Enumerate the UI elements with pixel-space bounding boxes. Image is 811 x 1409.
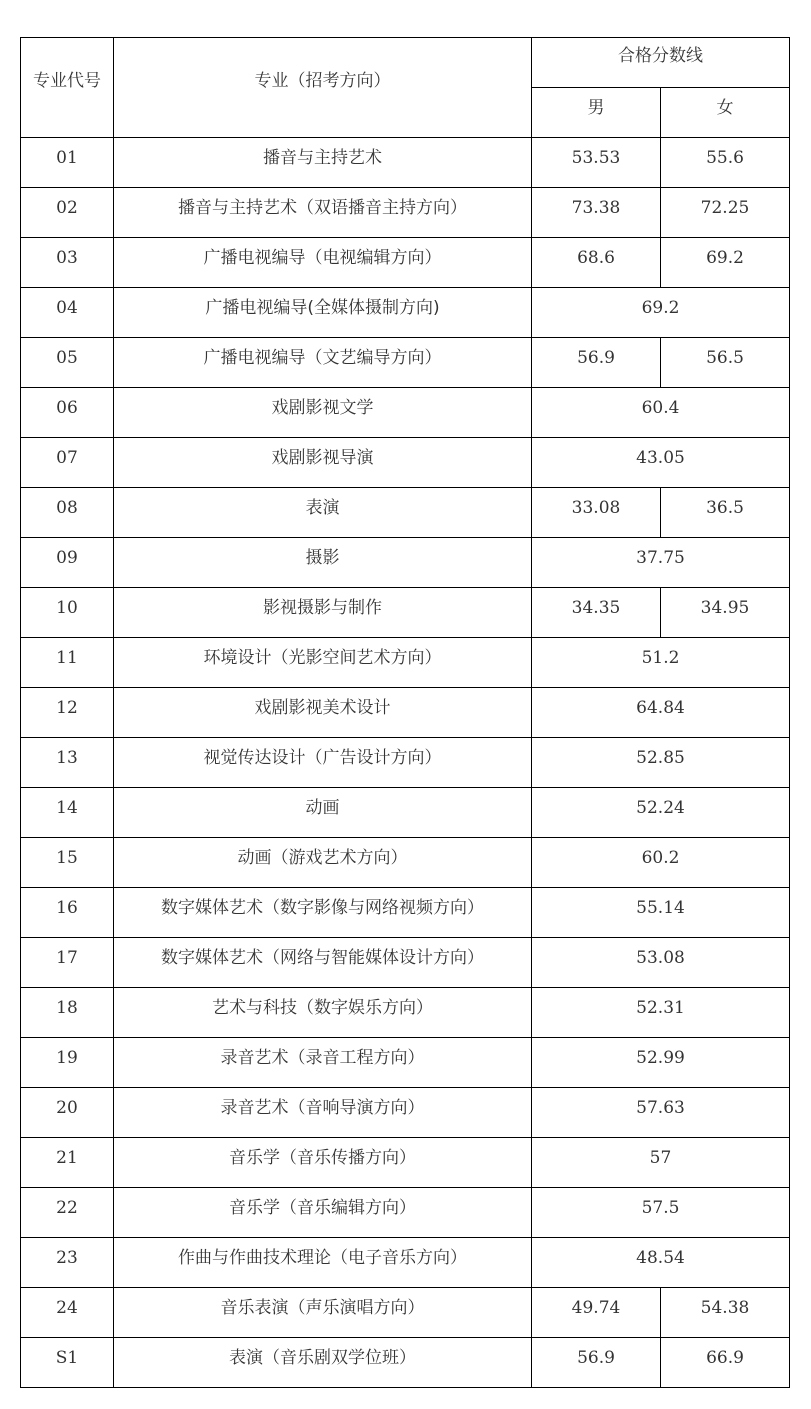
female-score-cell: 55.6: [661, 138, 790, 188]
male-score-cell: 68.6: [532, 238, 661, 288]
table-row: [21, 788, 790, 838]
combined-score-cell: 57.63: [532, 1088, 790, 1138]
major-name-cell: 动画: [114, 788, 532, 838]
major-name-cell: 表演: [114, 488, 532, 538]
male-score-cell: 34.35: [532, 588, 661, 638]
male-score-cell: 49.74: [532, 1288, 661, 1338]
male-score-cell: 56.9: [532, 338, 661, 388]
major-code-cell: 19: [21, 1038, 114, 1088]
major-name-cell: 作曲与作曲技术理论（电子音乐方向）: [114, 1238, 532, 1288]
table-row: [21, 438, 790, 488]
combined-score-cell: 37.75: [532, 538, 790, 588]
table-row: [21, 1338, 790, 1388]
table-row: [21, 1038, 790, 1088]
male-score-cell: 56.9: [532, 1338, 661, 1388]
major-code-cell: 01: [21, 138, 114, 188]
table-row: [21, 188, 790, 238]
combined-score-cell: 57: [532, 1138, 790, 1188]
header-passing-score: 合格分数线: [532, 38, 790, 88]
major-code-cell: 04: [21, 288, 114, 338]
combined-score-cell: 52.99: [532, 1038, 790, 1088]
major-name-cell: 视觉传达设计（广告设计方向）: [114, 738, 532, 788]
major-code-cell: 07: [21, 438, 114, 488]
female-score-cell: 54.38: [661, 1288, 790, 1338]
major-code-cell: 24: [21, 1288, 114, 1338]
table-row: [21, 388, 790, 438]
major-name-cell: 摄影: [114, 538, 532, 588]
combined-score-cell: 69.2: [532, 288, 790, 338]
female-score-cell: 66.9: [661, 1338, 790, 1388]
major-code-cell: 08: [21, 488, 114, 538]
table-row: [21, 288, 790, 338]
major-name-cell: 影视摄影与制作: [114, 588, 532, 638]
female-score-cell: 34.95: [661, 588, 790, 638]
table-row: [21, 1138, 790, 1188]
major-code-cell: 18: [21, 988, 114, 1038]
header-female: 女: [661, 88, 790, 138]
combined-score-cell: 51.2: [532, 638, 790, 688]
header-male: 男: [532, 88, 661, 138]
major-name-cell: 艺术与科技（数字娱乐方向）: [114, 988, 532, 1038]
female-score-cell: 72.25: [661, 188, 790, 238]
major-name-cell: 环境设计（光影空间艺术方向）: [114, 638, 532, 688]
major-name-cell: 数字媒体艺术（数字影像与网络视频方向）: [114, 888, 532, 938]
major-name-cell: 戏剧影视文学: [114, 388, 532, 438]
major-code-cell: 14: [21, 788, 114, 838]
major-code-cell: 23: [21, 1238, 114, 1288]
major-name-cell: 录音艺术（录音工程方向）: [114, 1038, 532, 1088]
table-row: [21, 888, 790, 938]
major-name-cell: 动画（游戏艺术方向）: [114, 838, 532, 888]
table-row: [21, 138, 790, 188]
major-code-cell: 13: [21, 738, 114, 788]
table-row: [21, 838, 790, 888]
major-code-cell: 05: [21, 338, 114, 388]
female-score-cell: 56.5: [661, 338, 790, 388]
combined-score-cell: 52.85: [532, 738, 790, 788]
female-score-cell: 69.2: [661, 238, 790, 288]
combined-score-cell: 60.4: [532, 388, 790, 438]
major-name-cell: 音乐学（音乐传播方向）: [114, 1138, 532, 1188]
table-row: [21, 688, 790, 738]
score-table-container: [20, 37, 790, 1388]
major-name-cell: 数字媒体艺术（网络与智能媒体设计方向）: [114, 938, 532, 988]
header-major-name: 专业（招考方向）: [114, 38, 532, 138]
combined-score-cell: 52.31: [532, 988, 790, 1038]
major-name-cell: 播音与主持艺术: [114, 138, 532, 188]
major-code-cell: 16: [21, 888, 114, 938]
table-row: [21, 738, 790, 788]
table-row: [21, 238, 790, 288]
table-row: [21, 338, 790, 388]
combined-score-cell: 48.54: [532, 1238, 790, 1288]
major-name-cell: 音乐学（音乐编辑方向）: [114, 1188, 532, 1238]
major-code-cell: 03: [21, 238, 114, 288]
major-code-cell: 10: [21, 588, 114, 638]
table-row: [21, 538, 790, 588]
major-name-cell: 戏剧影视美术设计: [114, 688, 532, 738]
major-code-cell: 20: [21, 1088, 114, 1138]
table-row: [21, 1238, 790, 1288]
combined-score-cell: 64.84: [532, 688, 790, 738]
table-row: [21, 988, 790, 1038]
female-score-cell: 36.5: [661, 488, 790, 538]
header-major-code: 专业代号: [21, 38, 114, 138]
major-code-cell: 17: [21, 938, 114, 988]
major-code-cell: 06: [21, 388, 114, 438]
combined-score-cell: 53.08: [532, 938, 790, 988]
major-name-cell: 广播电视编导（电视编辑方向）: [114, 238, 532, 288]
major-name-cell: 音乐表演（声乐演唱方向）: [114, 1288, 532, 1338]
male-score-cell: 33.08: [532, 488, 661, 538]
table-row: [21, 1288, 790, 1338]
table-row: [21, 588, 790, 638]
major-code-cell: 22: [21, 1188, 114, 1238]
combined-score-cell: 57.5: [532, 1188, 790, 1238]
major-code-cell: 09: [21, 538, 114, 588]
score-table: [20, 37, 790, 1388]
major-name-cell: 播音与主持艺术（双语播音主持方向）: [114, 188, 532, 238]
major-name-cell: 戏剧影视导演: [114, 438, 532, 488]
major-name-cell: 录音艺术（音响导演方向）: [114, 1088, 532, 1138]
combined-score-cell: 60.2: [532, 838, 790, 888]
major-code-cell: 21: [21, 1138, 114, 1188]
major-code-cell: 02: [21, 188, 114, 238]
major-name-cell: 广播电视编导(全媒体摄制方向): [114, 288, 532, 338]
table-row: [21, 1088, 790, 1138]
table-row: [21, 938, 790, 988]
major-code-cell: S1: [21, 1338, 114, 1388]
combined-score-cell: 55.14: [532, 888, 790, 938]
table-row: [21, 1188, 790, 1238]
major-name-cell: 广播电视编导（文艺编导方向）: [114, 338, 532, 388]
table-row: [21, 638, 790, 688]
male-score-cell: 53.53: [532, 138, 661, 188]
major-code-cell: 12: [21, 688, 114, 738]
major-code-cell: 15: [21, 838, 114, 888]
table-row: [21, 488, 790, 538]
table-body: [21, 138, 790, 1388]
male-score-cell: 73.38: [532, 188, 661, 238]
major-name-cell: 表演（音乐剧双学位班）: [114, 1338, 532, 1388]
major-code-cell: 11: [21, 638, 114, 688]
combined-score-cell: 52.24: [532, 788, 790, 838]
combined-score-cell: 43.05: [532, 438, 790, 488]
